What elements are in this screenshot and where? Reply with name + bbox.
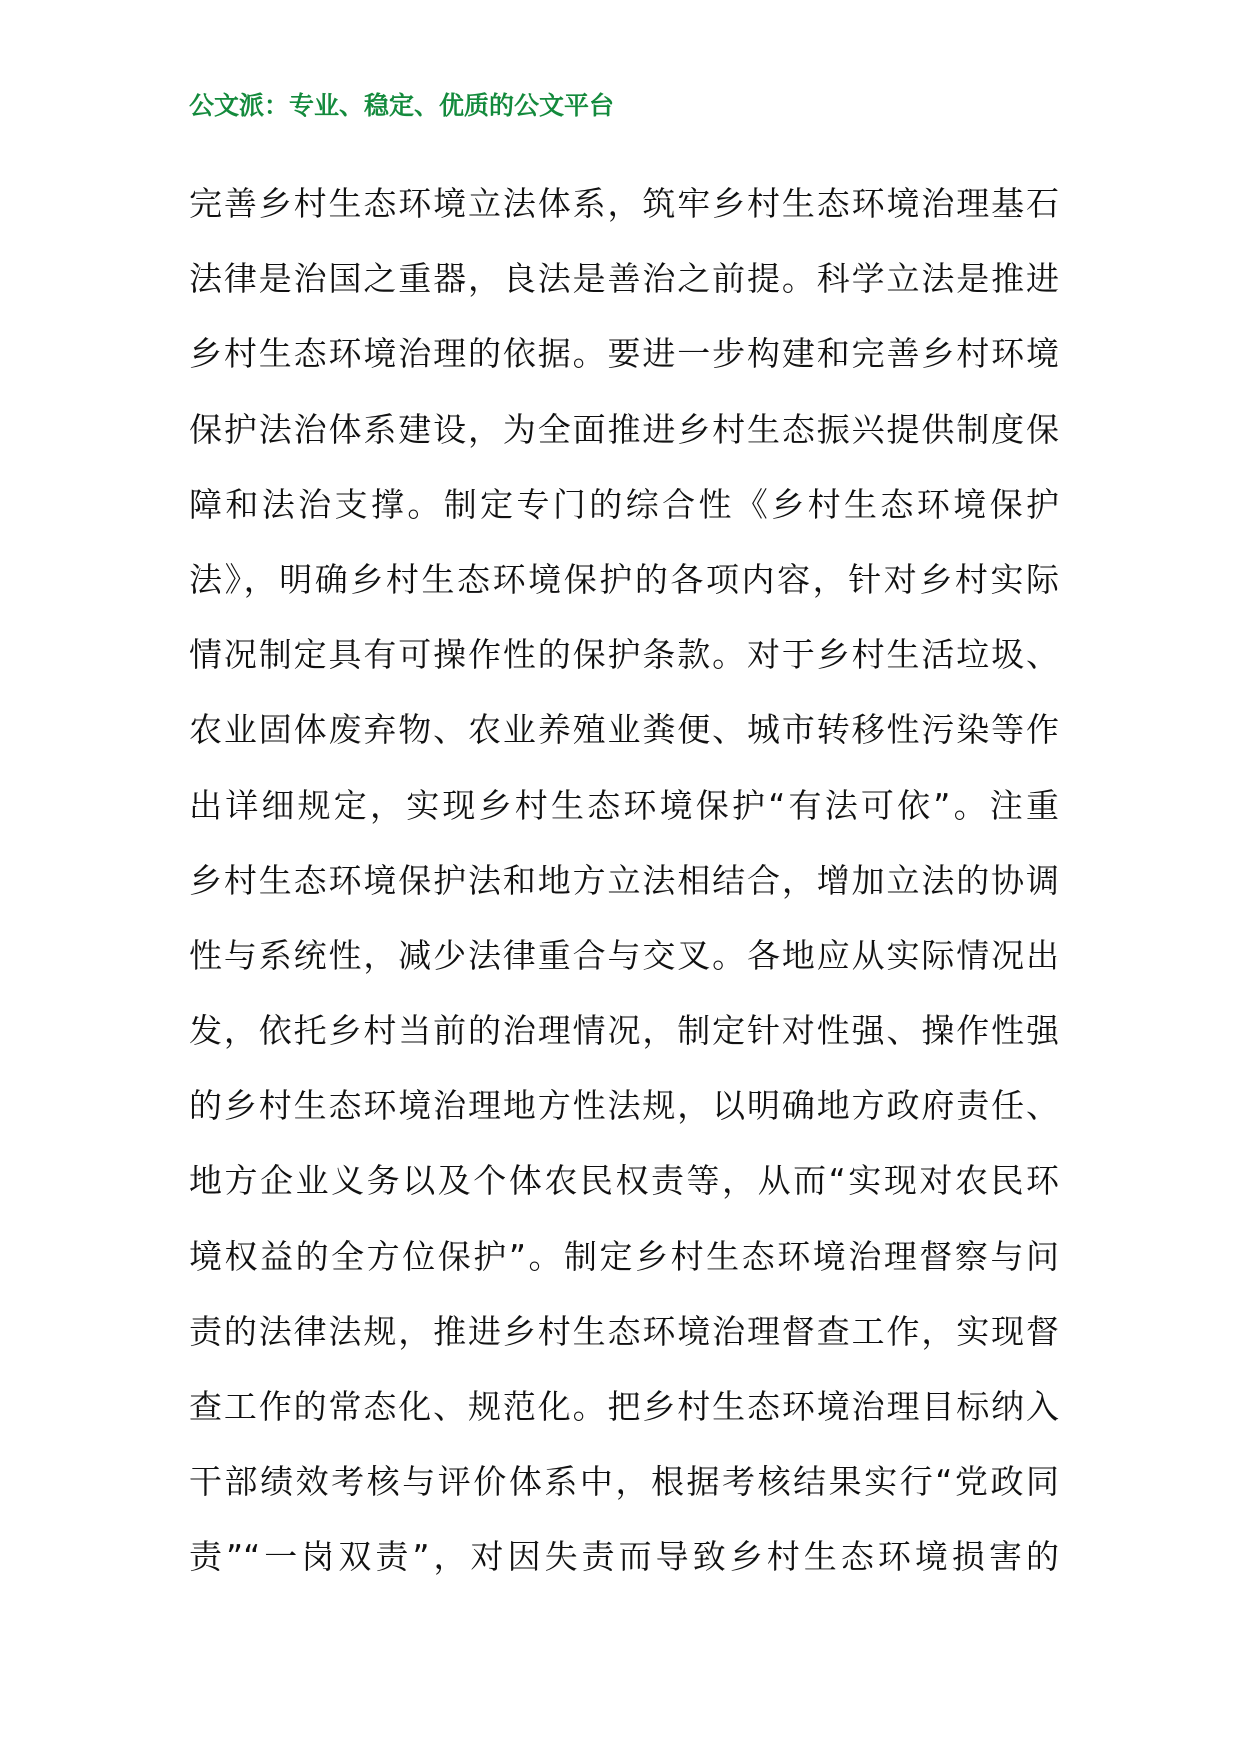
text-line: 情况制定具有可操作性的保护条款。对于乡村生活垃圾、 (189, 635, 1059, 675)
site-header-slogan: 公文派：专业、稳定、优质的公文平台 (189, 91, 615, 120)
text-line: 乡村生态环境保护法和地方立法相结合，增加立法的协调 (189, 860, 1059, 900)
text-line: 出详细规定，实现乡村生态环境保护“有法可依”。注重 (189, 785, 1059, 825)
text-line: 地方企业义务以及个体农民权责等，从而“实现对农民环 (189, 1161, 1059, 1201)
text-line: 保护法治体系建设，为全面推进乡村生态振兴提供制度保 (189, 409, 1059, 449)
text-line: 责的法律法规，推进乡村生态环境治理督查工作，实现督 (189, 1311, 1059, 1351)
text-line: 完善乡村生态环境立法体系，筑牢乡村生态环境治理基石 (189, 184, 1059, 223)
text-line: 农业固体废弃物、农业养殖业粪便、城市转移性污染等作 (189, 710, 1059, 750)
text-line: 的乡村生态环境治理地方性法规，以明确地方政府责任、 (189, 1086, 1059, 1126)
text-line: 法律是治国之重器，良法是善治之前提。科学立法是推进 (189, 259, 1059, 299)
text-line: 乡村生态环境治理的依据。要进一步构建和完善乡村环境 (189, 334, 1059, 374)
text-line: 障和法治支撑。制定专门的综合性《乡村生态环境保护 (189, 484, 1059, 524)
article-body (189, 166, 1059, 1595)
text-line: 性与系统性，减少法律重合与交叉。各地应从实际情况出 (189, 935, 1059, 975)
text-line: 法》，明确乡村生态环境保护的各项内容，针对乡村实际 (189, 559, 1059, 599)
text-line: 干部绩效考核与评价体系中，根据考核结果实行“党政同 (189, 1462, 1059, 1502)
text-line: 发，依托乡村当前的治理情况，制定针对性强、操作性强 (189, 1011, 1059, 1051)
text-line: 境权益的全方位保护”。制定乡村生态环境治理督察与问 (189, 1236, 1059, 1276)
text-line: 查工作的常态化、规范化。把乡村生态环境治理目标纳入 (189, 1387, 1059, 1426)
text-line: 责”“一岗双责”，对因失责而导致乡村生态环境损害的 (189, 1537, 1059, 1577)
